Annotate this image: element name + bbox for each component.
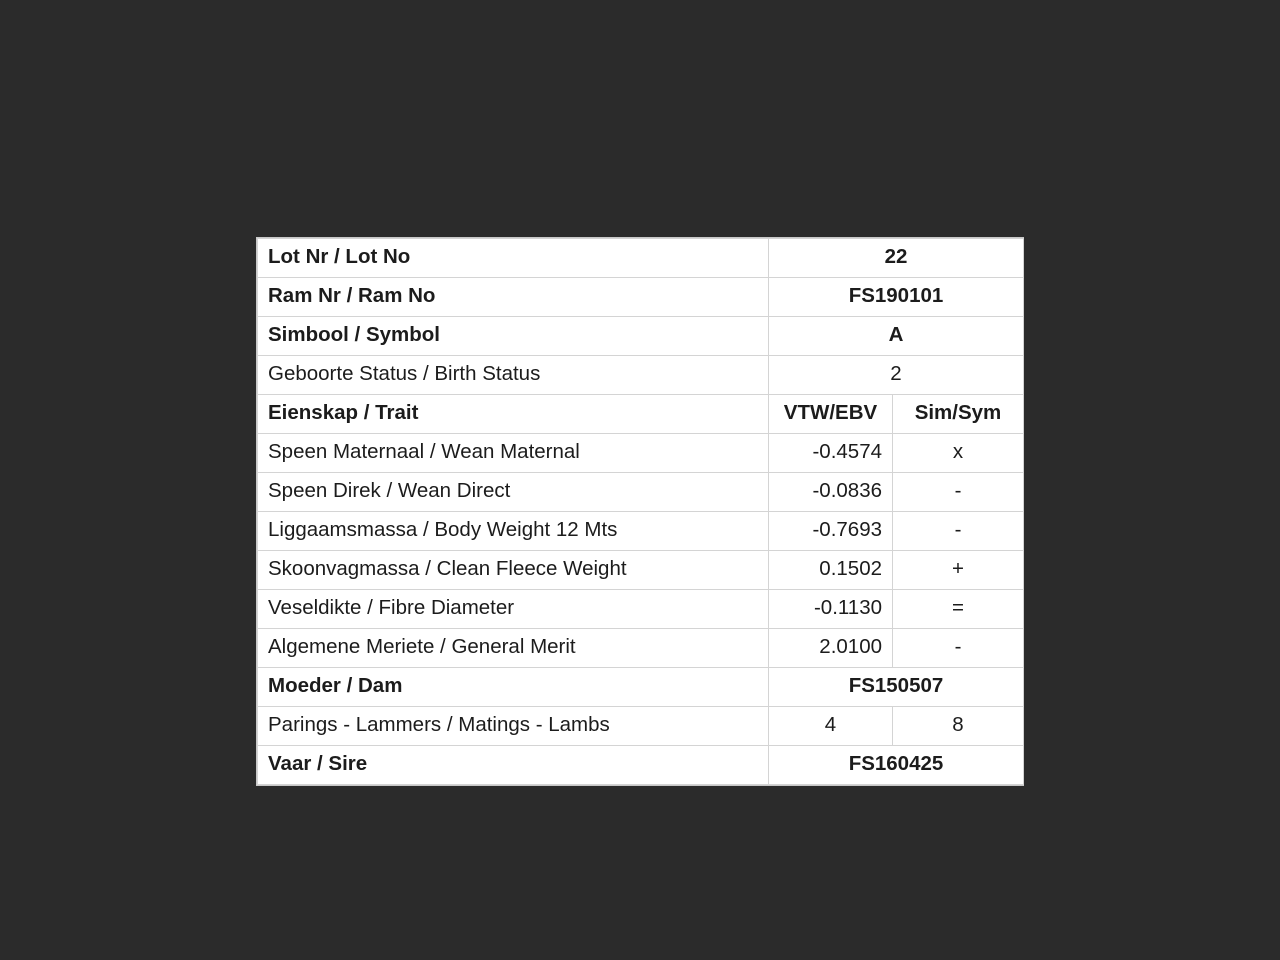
trait-label-general-merit: Algemene Meriete / General Merit: [258, 629, 769, 668]
trait-label-fibre-diameter: Veseldikte / Fibre Diameter: [258, 590, 769, 629]
ram-info-card: [256, 237, 1024, 786]
row-label-matings-lambs: Parings - Lammers / Matings - Lambs: [258, 707, 769, 746]
trait-symbol-wean-direct: -: [893, 473, 1024, 512]
table-row: [258, 356, 1024, 395]
table-header-row: [258, 395, 1024, 434]
row-value-symbol: A: [769, 317, 1024, 356]
table-row: [258, 278, 1024, 317]
row-label-birth-status: Geboorte Status / Birth Status: [258, 356, 769, 395]
row-value-matings: 4: [769, 707, 893, 746]
row-label-lot-nr: Lot Nr / Lot No: [258, 239, 769, 278]
row-value-ram-nr: FS190101: [769, 278, 1024, 317]
trait-label-clean-fleece-weight: Skoonvagmassa / Clean Fleece Weight: [258, 551, 769, 590]
trait-ebv-wean-direct: -0.0836: [769, 473, 893, 512]
table-row: [258, 590, 1024, 629]
trait-label-body-weight: Liggaamsmassa / Body Weight 12 Mts: [258, 512, 769, 551]
trait-ebv-clean-fleece-weight: 0.1502: [769, 551, 893, 590]
trait-symbol-clean-fleece-weight: +: [893, 551, 1024, 590]
table-body: [258, 239, 1024, 785]
table-row: [258, 317, 1024, 356]
trait-ebv-fibre-diameter: -0.1130: [769, 590, 893, 629]
row-label-dam: Moeder / Dam: [258, 668, 769, 707]
row-label-sire: Vaar / Sire: [258, 746, 769, 785]
row-value-lot-nr: 22: [769, 239, 1024, 278]
table-row: [258, 512, 1024, 551]
trait-symbol-wean-maternal: x: [893, 434, 1024, 473]
table-row: [258, 551, 1024, 590]
column-header-trait: Eienskap / Trait: [258, 395, 769, 434]
row-value-birth-status: 2: [769, 356, 1024, 395]
row-label-ram-nr: Ram Nr / Ram No: [258, 278, 769, 317]
row-label-symbol: Simbool / Symbol: [258, 317, 769, 356]
trait-label-wean-direct: Speen Direk / Wean Direct: [258, 473, 769, 512]
trait-ebv-general-merit: 2.0100: [769, 629, 893, 668]
trait-ebv-wean-maternal: -0.4574: [769, 434, 893, 473]
table-row: [258, 668, 1024, 707]
trait-ebv-body-weight: -0.7693: [769, 512, 893, 551]
column-header-ebv: VTW/EBV: [769, 395, 893, 434]
table-row: [258, 434, 1024, 473]
row-value-lambs: 8: [893, 707, 1024, 746]
trait-label-wean-maternal: Speen Maternaal / Wean Maternal: [258, 434, 769, 473]
column-header-symbol: Sim/Sym: [893, 395, 1024, 434]
trait-symbol-body-weight: -: [893, 512, 1024, 551]
row-value-sire: FS160425: [769, 746, 1024, 785]
table-row: [258, 629, 1024, 668]
table-row: [258, 746, 1024, 785]
trait-symbol-general-merit: -: [893, 629, 1024, 668]
ram-info-table: [257, 238, 1024, 785]
table-row: [258, 707, 1024, 746]
trait-symbol-fibre-diameter: =: [893, 590, 1024, 629]
row-value-dam: FS150507: [769, 668, 1024, 707]
table-row: [258, 239, 1024, 278]
table-row: [258, 473, 1024, 512]
